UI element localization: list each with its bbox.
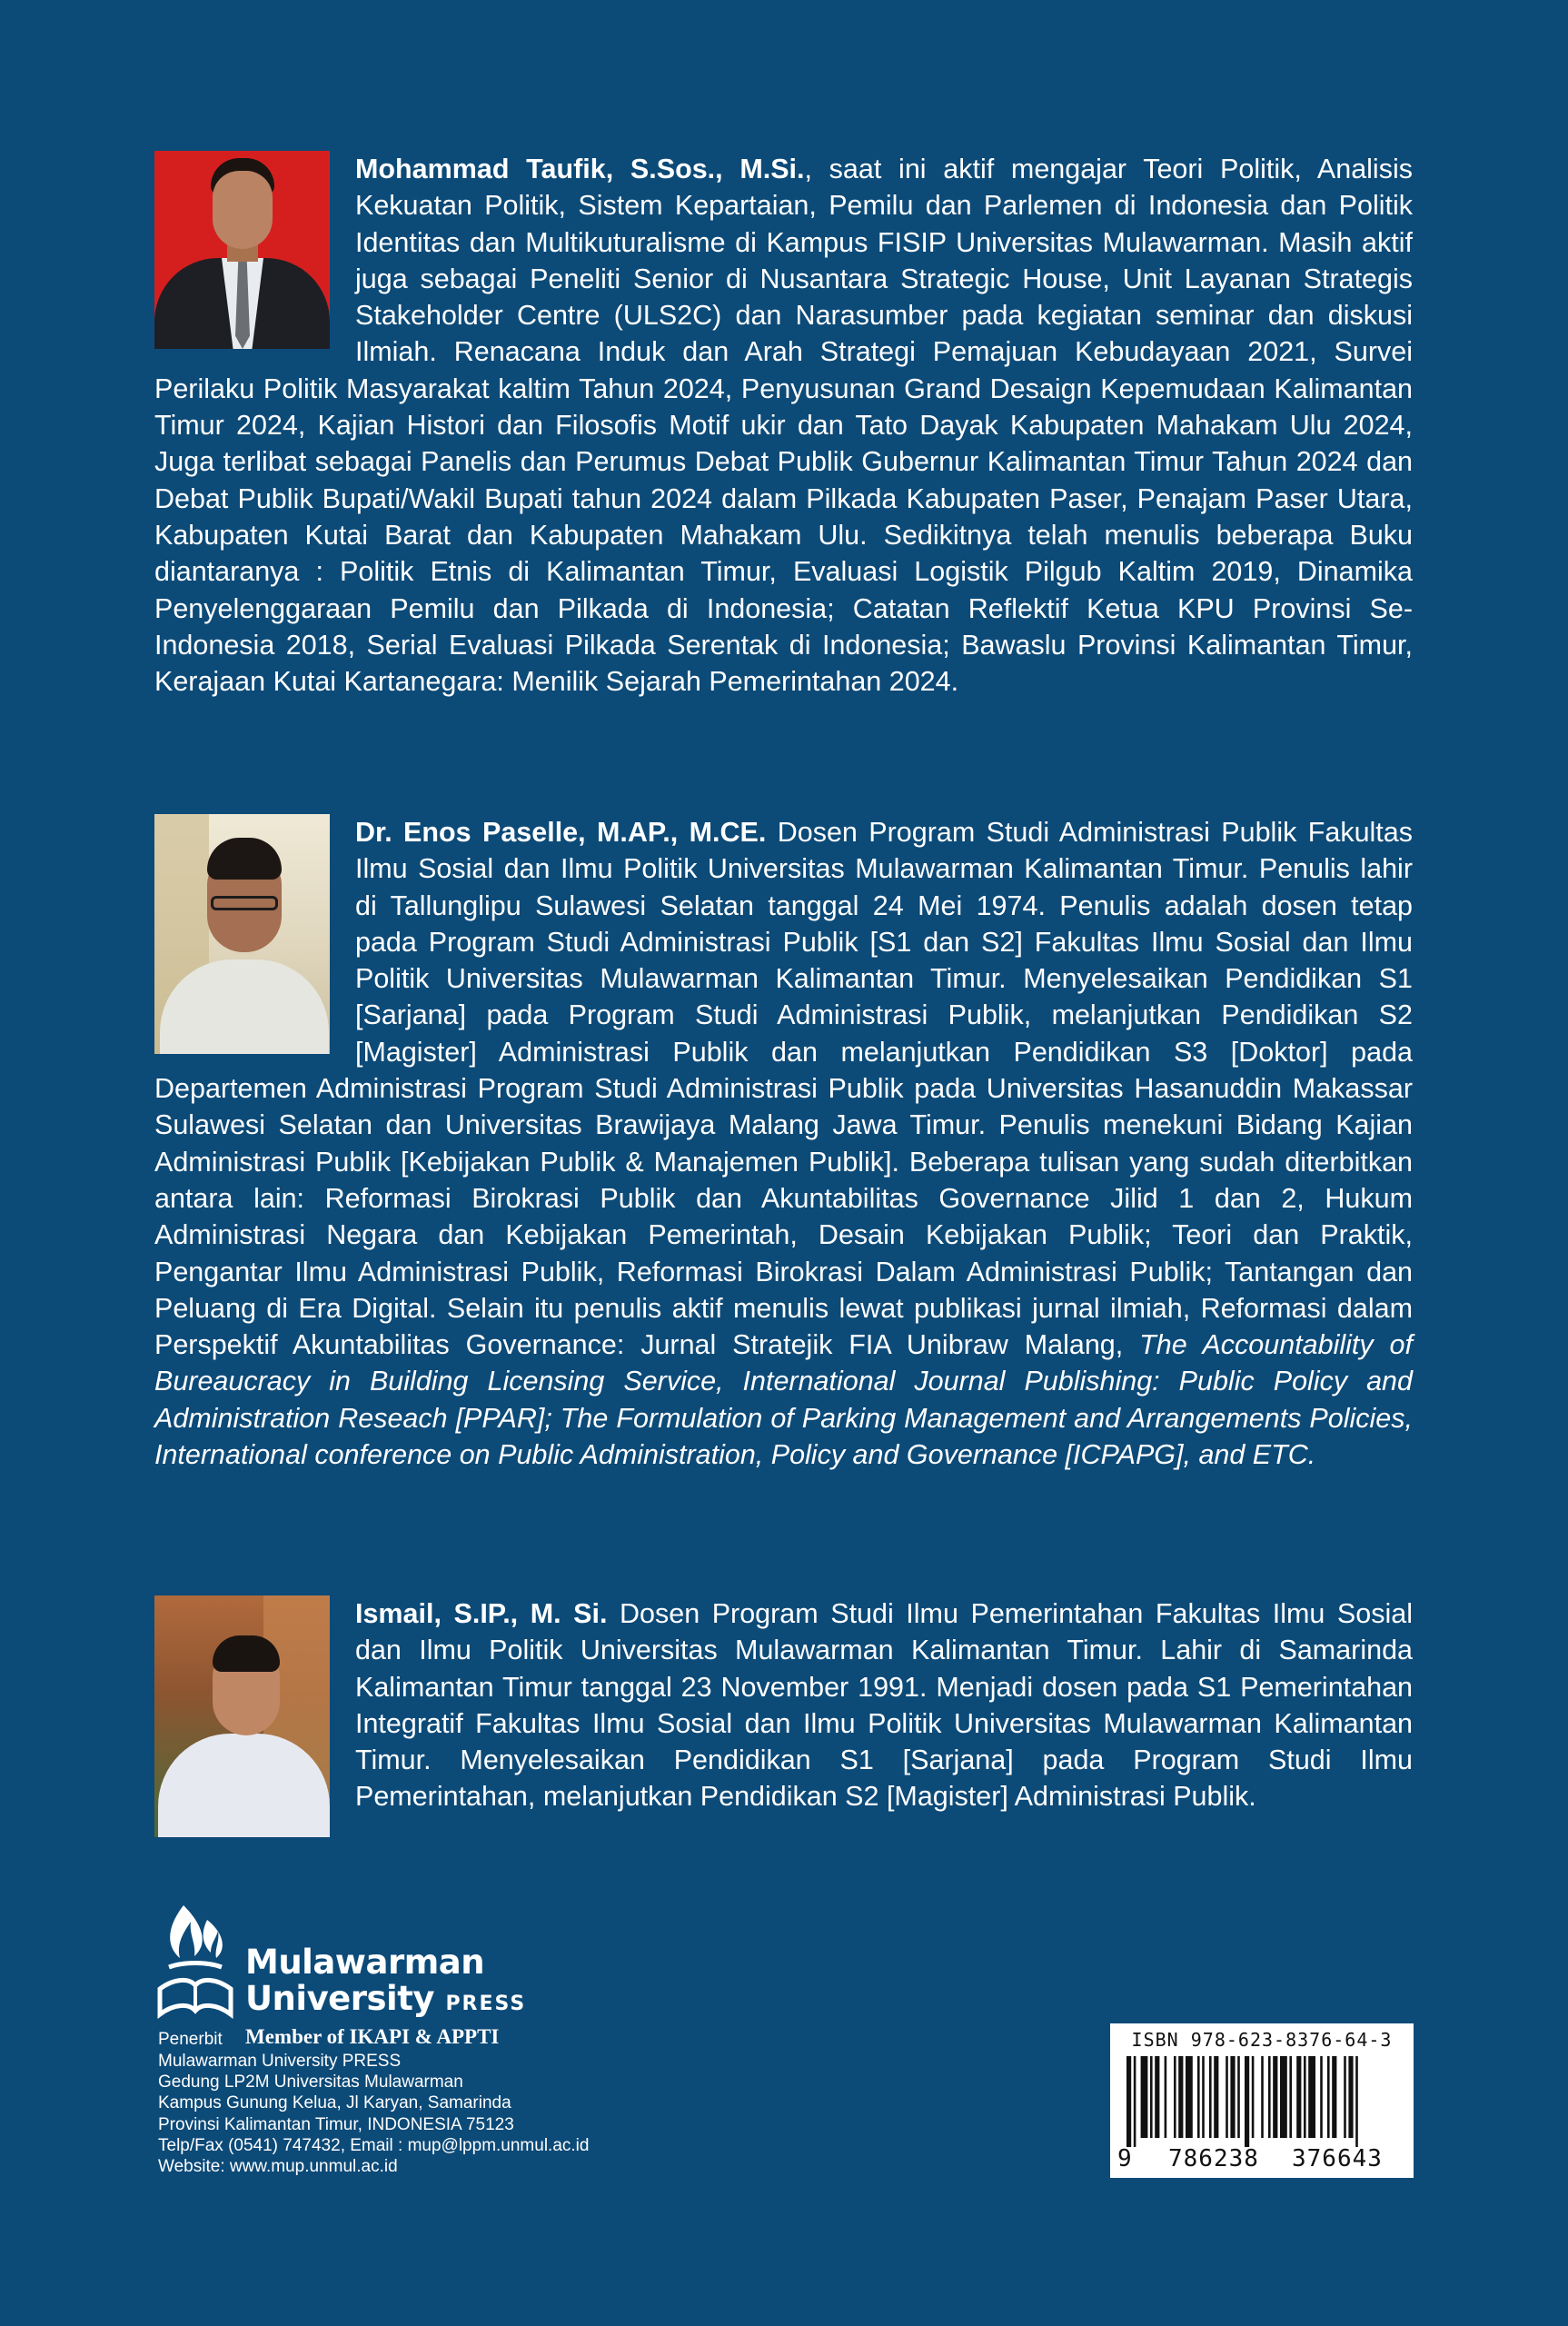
publisher-line: Telp/Fax (0541) 747432, Email : mup@lppm.unmul.ac.id xyxy=(158,2135,590,2155)
barcode-icon xyxy=(1123,2056,1401,2147)
penerbit-label: Penerbit xyxy=(158,2030,223,2049)
publisher-line: Mulawarman University PRESS xyxy=(158,2052,402,2071)
logo-line2: University xyxy=(245,1979,435,2018)
author-bio-body: , saat ini aktif mengajar Teori Politik, Analisis Kekuatan Politik, Sistem Kepartaian, Pemilu dan Parlemen di Indonesia dan Politik Identitas dan Multikuturalisme di Kampus FISIP Universitas Mulawarman. Masih aktif juga sebagai Peneliti Senior di Nusantara Strategic House, Unit Layanan Strategis Stakeholder Centre (ULS2C) dan Narasumber pada kegiatan seminar dan diskusi Ilmiah. Renacana Induk dan Arah Strategi Pemajuan Kebudayaan 2021, Survei Perilaku Politik Masyarakat kaltim Tahun 2024, Penyusunan Grand Desaign Kepemudaan Kalimantan Timur 2024, Kajian Histori dan Filosofis Motif ukir dan Tato Dayak Kabupaten Mahakam Ulu 2024, Juga terlibat sebagai Panelis dan Perumus Debat Publik Gubernur Kalimantan Timur Tahun 2024 dan Debat Publik Bupati/Wakil Bupati tahun 2024 dalam Pilkada Kabupaten Paser, Penajam Paser Utara, Kabupaten Kutai Barat dan Kabupaten Mahakam Ulu. Sedikitnya telah menulis beberapa Buku diantaranya : Politik Etnis di Kalimantan Timur, Evaluasi Logistik Pilgub Kaltim 2019, Dinamika Penyelenggaraan Pemilu dan Pilkada di Indonesia; Catatan Reflektif Ketua KPU Provinsi Se-Indonesia 2018, Serial Evaluasi Pilkada Serentak di Indonesia; Bawaslu Provinsi Kalimantan Timur, Kerajaan Kutai Kartanegara: Menilik Sejarah Pemerintahan 2024. xyxy=(154,154,1413,698)
publisher-logo-icon xyxy=(156,1902,234,2022)
author-photo-ismail xyxy=(154,1595,330,1837)
author-bio-ismail xyxy=(154,1595,1413,1841)
author-bio-text xyxy=(154,151,1413,700)
author-name: Mohammad Taufik, S.Sos., M.Si. xyxy=(355,154,805,184)
barcode-digits-right: 376643 xyxy=(1292,2145,1383,2172)
barcode-digit-lead: 9 xyxy=(1117,2145,1133,2172)
publisher-line: Provinsi Kalimantan Timur, INDONESIA 75123 xyxy=(158,2114,514,2134)
author-bio-italic: The Accountability of Bureaucracy in Building Licensing Service, International Journal Publishing: Public Policy and Administration Reseach [PPAR]; The Formulation of Parking Management and Arrangements Policies, International conference on Public Administration, Policy and Governance [ICPAPG], and ETC. xyxy=(154,1329,1413,1471)
isbn-barcode-box xyxy=(1110,2023,1414,2178)
publisher-block xyxy=(154,1894,700,2185)
author-bio-text xyxy=(154,1595,1413,1815)
publisher-address xyxy=(158,2051,589,2177)
author-bio-body: Dosen Program Studi Administrasi Publik Fakultas Ilmu Sosial dan Ilmu Politik Universitas Mulawarman Kalimantan Timur. Penulis lahir di Tallunglipu Sulawesi Selatan tanggal 24 Mei 1974. Penulis adalah dosen tetap pada Program Studi Administrasi Publik [S1 dan S2] Fakultas Ilmu Sosial dan Ilmu Politik Universitas Mulawarman Kalimantan Timur. Menyelesaikan Pendidikan S1 [Sarjana] pada Program Studi Administrasi Publik, melanjutkan Pendidikan S2 [Magister] Administrasi Publik dan melanjutkan Pendidikan S3 [Doktor] pada Departemen Administrasi Program Studi Administrasi Publik pada Universitas Hasanuddin Makassar Sulawesi Selatan dan Universitas Brawijaya Malang Jawa Timur. Penulis menekuni Bidang Kajian Administrasi Publik [Kebijakan Publik & Manajemen Publik]. Beberapa tulisan yang sudah diterbitkan antara lain: Reformasi Birokrasi Publik dan Akuntabilitas Governance Jilid 1 dan 2, Hukum Administrasi Negara dan Kebijakan Pemerintah, Desain Kebijakan Publik; Teori dan Praktik, Pengantar Ilmu Administrasi Publik, Reformasi Birokrasi Dalam Administrasi Publik; Tantangan dan Peluang di Era Digital. Selain itu penulis aktif menulis lewat publikasi jurnal ilmiah, Reformasi dalam Perspektif Akuntabilitas Governance: Jurnal Stratejik FIA Unibraw Malang, xyxy=(154,817,1413,1361)
publisher-line: Kampus Gunung Kelua, Jl Karyan, Samarinda xyxy=(158,2093,511,2113)
publisher-logo-text xyxy=(245,1944,526,2023)
author-bio-text xyxy=(154,814,1413,1473)
author-bio-paselle xyxy=(154,814,1413,1473)
author-bio-taufik xyxy=(154,151,1413,700)
author-bio-body: Dosen Program Studi Ilmu Pemerintahan Fakultas Ilmu Sosial dan Ilmu Politik Universitas Mulawarman Kalimantan Timur. Lahir di Samarinda Kalimantan Timur tanggal 23 November 1991. Menjadi dosen pada S1 Pemerintahan Integratif Fakultas Ilmu Sosial dan Ilmu Politik Universitas Mulawarman Kalimantan Timur. Menyelesaikan Pendidikan S1 [Sarjana] pada Program Studi Ilmu Pemerintahan, melanjutkan Pendidikan S2 [Magister] Administrasi Publik. xyxy=(355,1598,1413,1813)
logo-line1: Mulawarman xyxy=(245,1943,485,1982)
publisher-line: Gedung LP2M Universitas Mulawarman xyxy=(158,2073,463,2092)
author-photo-taufik xyxy=(154,151,330,349)
author-name: Dr. Enos Paselle, M.AP., M.CE. xyxy=(355,817,767,848)
publisher-member: Member of IKAPI & APPTI xyxy=(245,2025,500,2048)
isbn-label: ISBN 978-623-8376-64-3 xyxy=(1131,2029,1393,2051)
author-photo-paselle xyxy=(154,814,330,1054)
logo-press: PRESS xyxy=(445,1993,527,2015)
barcode-digits-left: 786238 xyxy=(1168,2145,1259,2172)
publisher-line: Website: www.mup.unmul.ac.id xyxy=(158,2157,398,2177)
author-name: Ismail, S.IP., M. Si. xyxy=(355,1598,608,1629)
